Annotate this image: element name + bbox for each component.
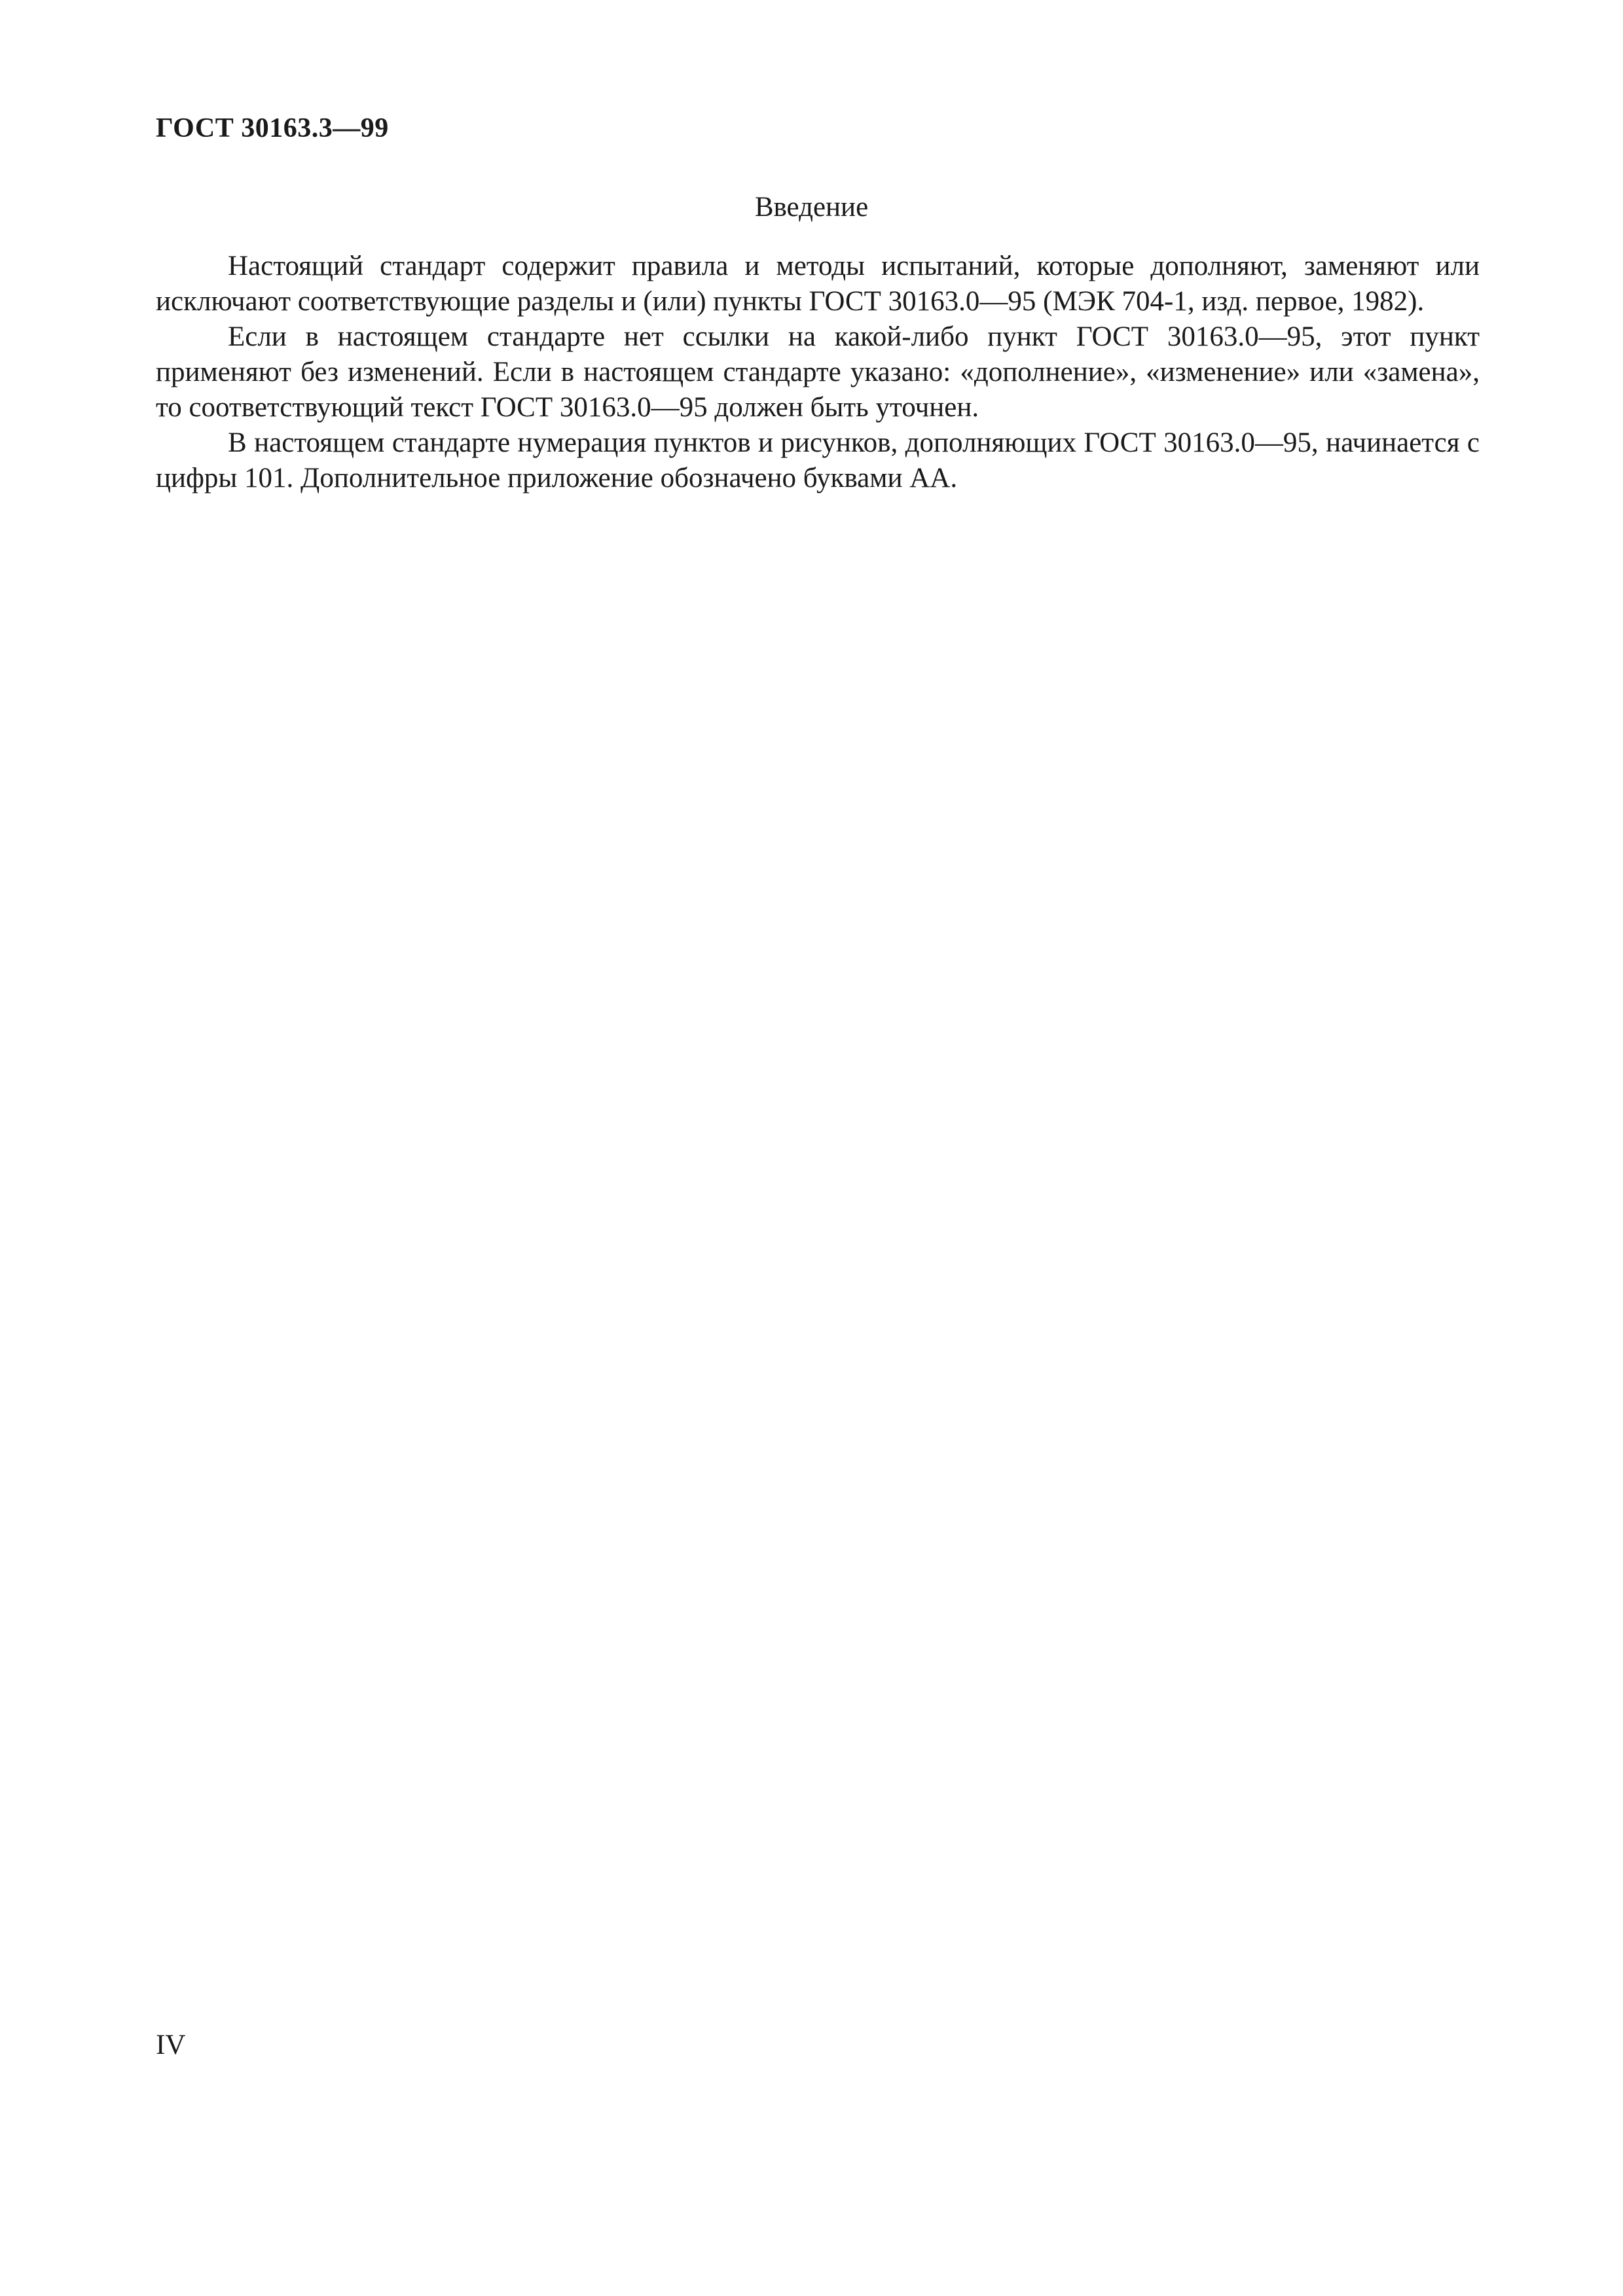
body-text (156, 249, 1480, 496)
section-title: Введение (754, 192, 869, 223)
paragraph: Настоящий стандарт содержит правила и методы испытаний, которые дополняют, заменяют или исключают соответствующие разделы и (или) пункты ГОСТ 30163.0—95 (МЭК 704-1, изд. первое, 1982). (156, 251, 1480, 317)
document-code: ГОСТ 30163.3—99 (156, 113, 389, 143)
paragraph: Если в настоящем стандарте нет ссылки на какой-либо пункт ГОСТ 30163.0—95, этот пункт применяют без изменений. Если в настоящем стандарте указано: «дополнение», «изменение» или «замена», то соответствующий текст ГОСТ 30163.0—95 должен быть уточнен. (156, 321, 1480, 423)
paragraph: В настоящем стандарте нумерация пунктов и рисунков, дополняющих ГОСТ 30163.0—95, начинается с цифры 101. Дополнительное приложение обозначено буквами АА. (156, 427, 1480, 493)
page-number: IV (156, 2030, 186, 2060)
